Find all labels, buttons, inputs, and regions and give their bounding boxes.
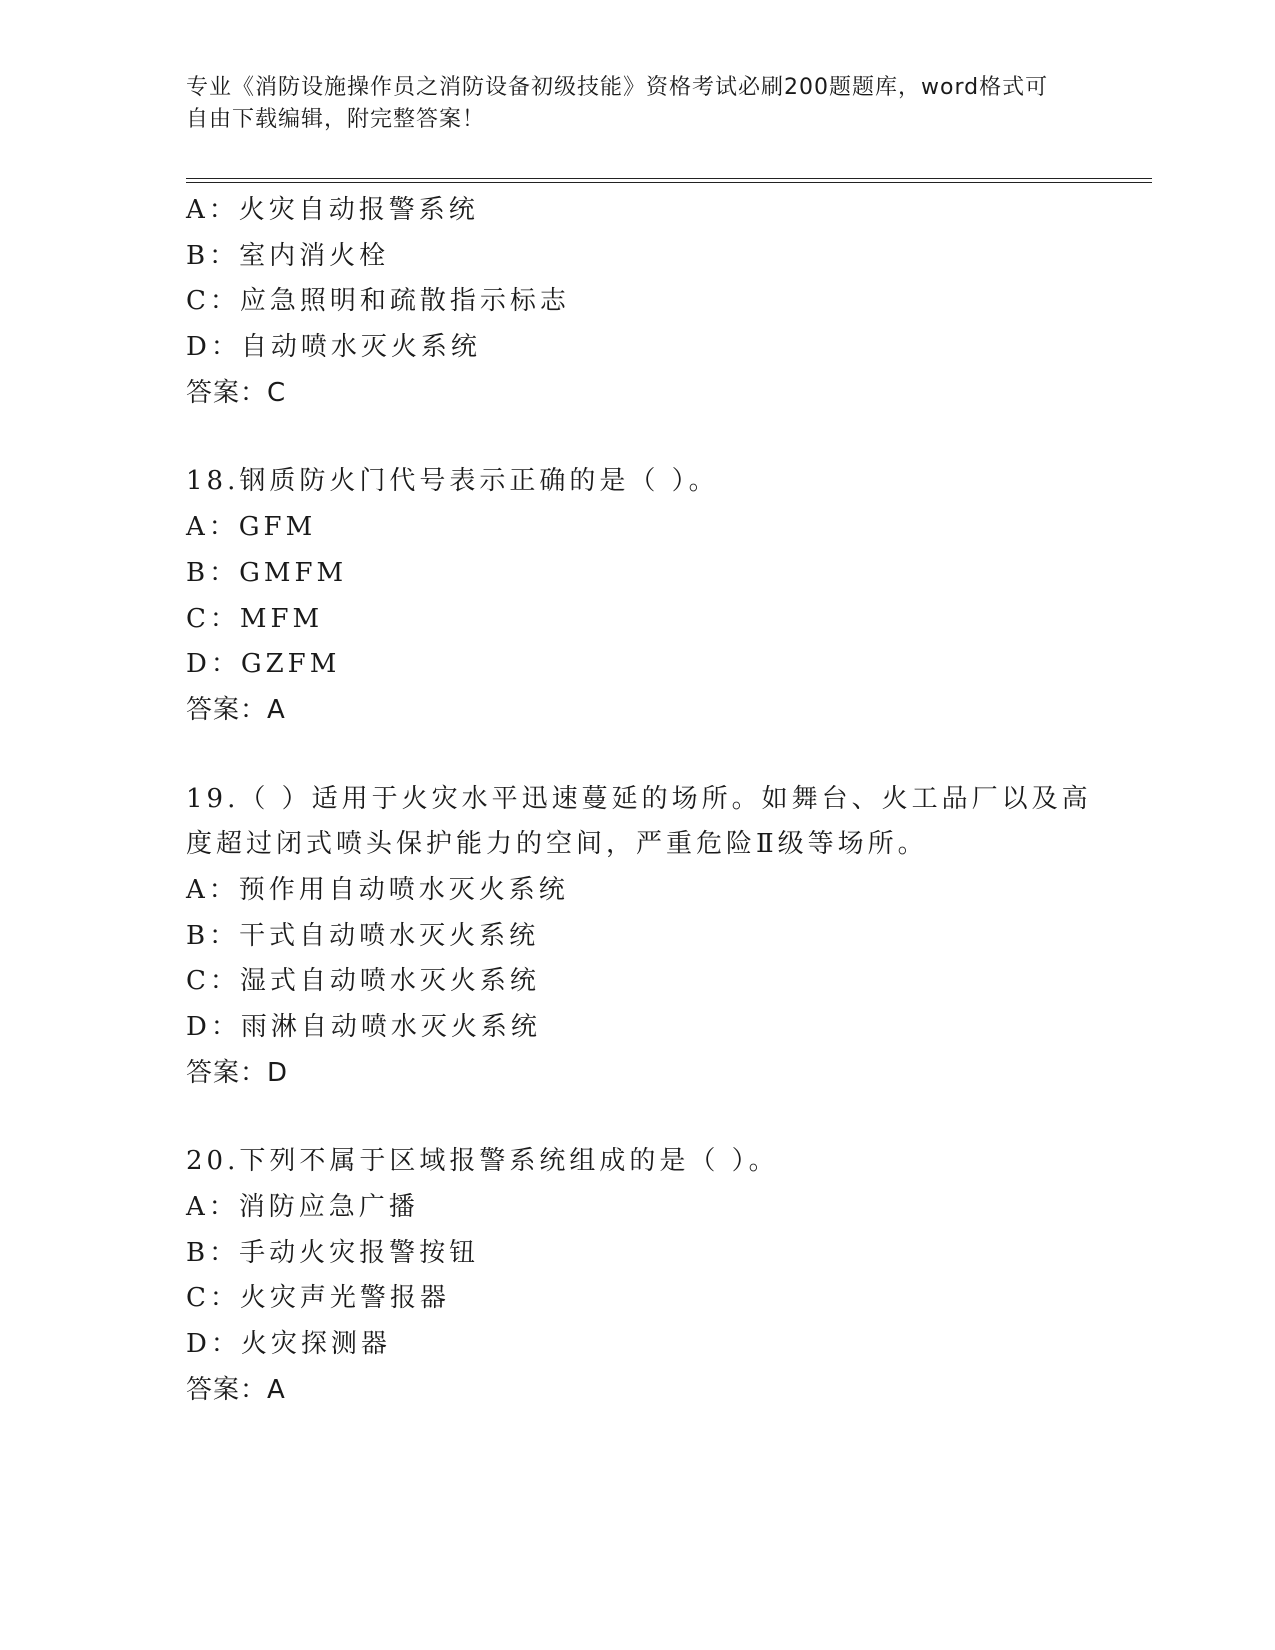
question-18-block bbox=[186, 459, 1086, 733]
document-header: 专业《消防设施操作员之消防设备初级技能》资格考试必刷200题题库，word格式可自由下载编辑，附完整答案！ bbox=[186, 75, 1049, 132]
q19-answer: 答案：D bbox=[186, 1057, 289, 1088]
spacer bbox=[186, 1096, 1086, 1139]
q17-option-d: D：自动喷水灭火系统 bbox=[186, 332, 481, 363]
q17-answer: 答案：C bbox=[186, 377, 287, 408]
q19-stem-line-1: 19.（ ）适用于火灾水平迅速蔓延的场所。如舞台、火工品厂以及高 bbox=[186, 783, 1092, 814]
q19-option-c: C：湿式自动喷水灭火系统 bbox=[186, 966, 540, 997]
header-rule-bottom bbox=[186, 182, 1152, 183]
question-19-block bbox=[186, 777, 1092, 1097]
q20-option-a: A：消防应急广播 bbox=[186, 1192, 419, 1223]
question-list bbox=[186, 188, 1092, 1414]
q18-option-a: A：GFM bbox=[186, 512, 317, 543]
q18-answer: 答案：A bbox=[186, 694, 286, 725]
question-20-block bbox=[186, 1139, 1086, 1413]
q17-option-a: A：火灾自动报警系统 bbox=[186, 195, 479, 225]
q18-stem: 18.钢质防火门代号表示正确的是（ ）。 bbox=[186, 466, 719, 497]
q17-option-b: B：室内消火栓 bbox=[186, 240, 390, 271]
q19-option-d: D：雨淋自动喷水灭火系统 bbox=[186, 1012, 541, 1042]
question-17-block bbox=[186, 188, 1086, 416]
header-rule-top bbox=[186, 178, 1152, 179]
q18-option-d: D：GZFM bbox=[186, 649, 341, 680]
q20-option-c: C：火灾声光警报器 bbox=[186, 1283, 450, 1314]
q20-option-b: B：手动火灾报警按钮 bbox=[186, 1237, 480, 1268]
q17-option-c: C：应急照明和疏散指示标志 bbox=[186, 286, 570, 317]
q20-answer: 答案：A bbox=[186, 1374, 286, 1405]
q18-option-c: C：MFM bbox=[186, 603, 324, 634]
spacer bbox=[186, 416, 1086, 459]
q20-stem: 20.下列不属于区域报警系统组成的是（ ）。 bbox=[186, 1146, 779, 1177]
q20-option-d: D：火灾探测器 bbox=[186, 1329, 391, 1360]
q19-option-b: B：干式自动喷水灭火系统 bbox=[186, 920, 540, 951]
q18-option-b: B：GMFM bbox=[186, 557, 348, 588]
q19-stem-line-2: 度超过闭式喷头保护能力的空间，严重危险Ⅱ级等场所。 bbox=[186, 829, 928, 860]
q19-option-a: A：预作用自动喷水灭火系统 bbox=[186, 874, 569, 905]
spacer bbox=[186, 734, 1086, 777]
